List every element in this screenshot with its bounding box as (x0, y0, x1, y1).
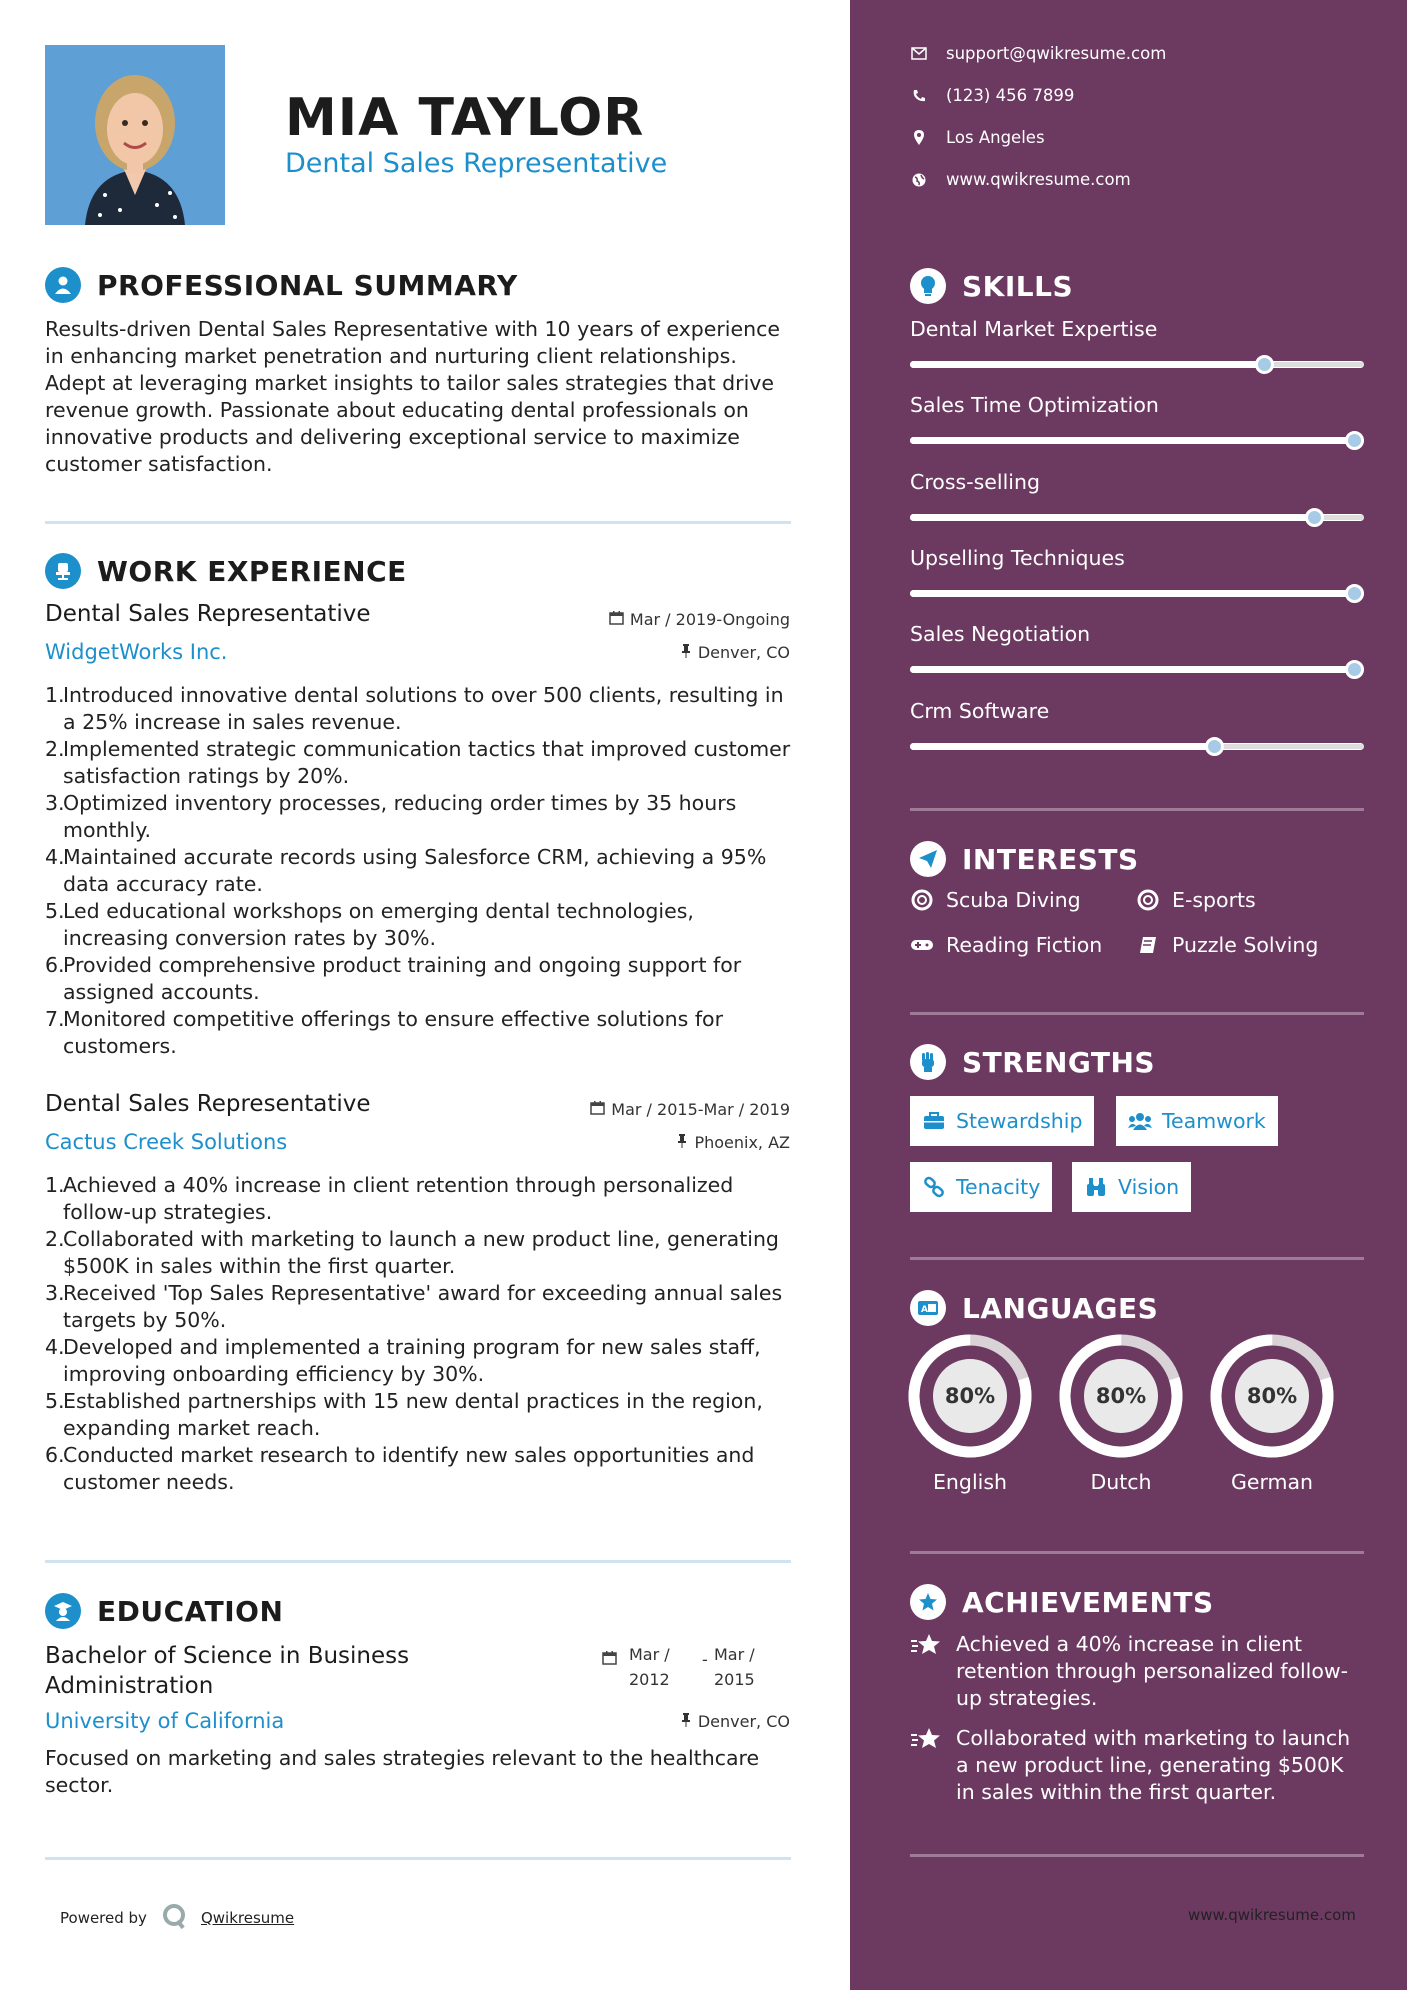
company-name: WidgetWorks Inc. (45, 640, 228, 664)
list-item: 6. Conducted market research to identify new sales opportunities and customer needs. (45, 1443, 755, 1494)
qwikresume-logo-icon (161, 1902, 189, 1934)
skill-level-knob (1345, 431, 1364, 450)
interest-item: Scuba Diving (910, 888, 1081, 912)
skill-fill (910, 743, 1214, 750)
skills-heading: SKILLS (962, 269, 1074, 303)
achievement-item: Collaborated with marketing to launch a new product line, generating $500K in sales within the first quarter. (910, 1725, 1364, 1806)
lifebuoy-icon (1136, 888, 1160, 912)
sidebar-divider (910, 1012, 1364, 1015)
website-text: www.qwikresume.com (946, 170, 1131, 189)
company-name: Cactus Creek Solutions (45, 1130, 288, 1154)
globe-icon (910, 171, 928, 189)
job-bullets (45, 682, 795, 1060)
skill-level-knob (1345, 584, 1364, 603)
paper-plane-icon (910, 841, 946, 877)
skill-fill (910, 590, 1354, 597)
graduate-icon (45, 1593, 81, 1629)
education-end-date: Mar / 2015 (714, 1645, 755, 1689)
language-gauge (908, 1334, 1032, 1458)
section-divider (45, 1560, 791, 1563)
skill-label: Cross-selling (910, 470, 1040, 494)
language-gauge (1210, 1334, 1334, 1458)
achievement-item: Achieved a 40% increase in client retention through personalized follow-up strategies. (910, 1631, 1364, 1712)
skill-fill (910, 514, 1314, 521)
skill-bar (910, 666, 1364, 673)
job-dates (590, 1100, 790, 1119)
section-divider (45, 521, 791, 524)
powered-by (60, 1902, 294, 1934)
strength-badge: Vision (1072, 1162, 1191, 1212)
envelope-icon (910, 45, 928, 63)
job-dates-text: Mar / 2019-Ongoing (629, 610, 790, 629)
candidate-title: Dental Sales Representative (285, 148, 668, 179)
list-item: 6. Provided comprehensive product training and ongoing support for assigned accounts. (45, 953, 742, 1004)
list-item: 2. Collaborated with marketing to launch a new product line, generating $500K in sales within the first quarter. (45, 1227, 779, 1278)
star-icon (910, 1725, 944, 1755)
sidebar-divider (910, 808, 1364, 811)
achievements-header (910, 1584, 1214, 1620)
summary-text: Results-driven Dental Sales Representative with 10 years of experience in enhancing market penetration and nurturing client relationships. Adept at leveraging market insights to tailor sales strategies that drive revenue growth. Passionate about educating dental professionals on innovative products and delivering exceptional service to maximize customer satisfaction. (45, 317, 780, 476)
education-description: Focused on marketing and sales strategies relevant to the healthcare sector. (45, 1746, 760, 1797)
job-dates-text: Mar / 2015-Mar / 2019 (611, 1100, 790, 1119)
skill-fill (910, 666, 1354, 673)
map-marker-icon (910, 129, 928, 147)
fist-icon (910, 1044, 946, 1080)
location-text: Los Angeles (946, 128, 1045, 147)
users-icon (1128, 1109, 1152, 1133)
phone-text: (123) 456 7899 (946, 86, 1075, 105)
education-location (680, 1712, 790, 1731)
star-badge-icon (910, 1584, 946, 1620)
interests-header (910, 841, 1139, 877)
interest-item: Reading Fiction (910, 933, 1102, 957)
job-location (676, 1133, 790, 1152)
book-icon (1136, 933, 1160, 957)
skill-label: Dental Market Expertise (910, 317, 1158, 341)
summary-heading: PROFESSIONAL SUMMARY (97, 268, 518, 302)
star-icon (910, 1631, 944, 1661)
job-bullets (45, 1172, 795, 1496)
language-label: German (1230, 1470, 1314, 1494)
user-icon (45, 267, 81, 303)
education-heading: EDUCATION (97, 1594, 284, 1628)
svg-text:A: A (921, 1305, 928, 1315)
contact-email[interactable] (910, 44, 1166, 63)
skill-remainder (1214, 744, 1364, 749)
skill-level-knob (1255, 355, 1274, 374)
calendar-icon (602, 1650, 617, 1669)
pin-icon (676, 1133, 688, 1152)
contact-website[interactable] (910, 170, 1131, 189)
language-percent: 80% (1095, 1384, 1147, 1408)
skill-fill (910, 437, 1354, 444)
education-header (45, 1593, 283, 1629)
skill-bar (910, 437, 1364, 444)
languages-heading: LANGUAGES (962, 1291, 1159, 1325)
list-item: 5. Established partnerships with 15 new dental practices in the region, expanding market reach. (45, 1389, 763, 1440)
school-name: University of California (45, 1709, 285, 1733)
languages-header (910, 1290, 1158, 1326)
lightbulb-icon (910, 268, 946, 304)
section-divider (45, 1857, 791, 1860)
skill-label: Crm Software (910, 699, 1050, 723)
contact-location (910, 128, 1045, 147)
strength-badge: Tenacity (910, 1162, 1052, 1212)
list-item: 4. Developed and implemented a training program for new sales staff, improving onboarding efficiency by 30%. (45, 1335, 761, 1386)
translate-icon (910, 1290, 946, 1326)
link-icon (922, 1175, 946, 1199)
interests-heading: INTERESTS (962, 842, 1139, 876)
degree-line: Bachelor of Science in Business (45, 1643, 410, 1669)
strengths-heading: STRENGTHS (962, 1045, 1156, 1079)
pin-icon (680, 1712, 692, 1731)
strength-badge: Stewardship (910, 1096, 1094, 1146)
calendar-icon (609, 610, 624, 629)
skill-bar (910, 743, 1364, 750)
gamepad-icon (910, 933, 934, 957)
sidebar-divider (910, 1854, 1364, 1857)
skill-bar (910, 590, 1364, 597)
degree-title (45, 1641, 409, 1701)
binoculars-icon (1084, 1175, 1108, 1199)
calendar-icon (590, 1100, 605, 1119)
job-title: Dental Sales Representative (45, 1091, 371, 1117)
interest-item: Puzzle Solving (1136, 933, 1318, 957)
list-item: 4. Maintained accurate records using Salesforce CRM, achieving a 95% data accuracy rate. (45, 845, 767, 896)
candidate-name: MIA TAYLOR (285, 88, 645, 148)
contact-phone (910, 86, 1074, 105)
skill-bar (910, 514, 1364, 521)
skill-level-knob (1305, 508, 1324, 527)
education-start-date: Mar / 2012 (629, 1645, 670, 1689)
list-item: 3. Optimized inventory processes, reducing order times by 35 hours monthly. (45, 791, 737, 842)
skill-label: Sales Negotiation (910, 622, 1091, 646)
summary-header (45, 267, 518, 303)
chair-icon (45, 553, 81, 589)
strength-badge: Teamwork (1116, 1096, 1278, 1146)
job-location (680, 643, 790, 662)
email-text: support@qwikresume.com (946, 44, 1167, 63)
experience-heading: WORK EXPERIENCE (97, 554, 407, 588)
list-item: 1. Achieved a 40% increase in client retention through personalized follow-up strategies. (45, 1173, 734, 1224)
sidebar-divider (910, 1257, 1364, 1260)
job-dates (609, 610, 790, 629)
lifebuoy-icon (910, 888, 934, 912)
list-item: 5. Led educational workshops on emerging dental technologies, increasing conversion rates by 30%. (45, 899, 694, 950)
briefcase-icon (922, 1109, 946, 1133)
pin-icon (680, 643, 692, 662)
profile-photo (45, 45, 225, 225)
footer-url[interactable]: www.qwikresume.com (1188, 1906, 1356, 1924)
interest-item: E-sports (1136, 888, 1256, 912)
skill-level-knob (1345, 660, 1364, 679)
job-title: Dental Sales Representative (45, 601, 371, 627)
language-percent: 80% (944, 1384, 996, 1408)
sidebar-divider (910, 1551, 1364, 1554)
job-location-text: Denver, CO (697, 643, 790, 662)
degree-line: Administration (45, 1673, 214, 1699)
date-separator: - (702, 1650, 708, 1669)
phone-icon (910, 87, 928, 105)
list-item: 2. Implemented strategic communication tactics that improved customer satisfaction ratings by 20%. (45, 737, 791, 788)
education-location-text: Denver, CO (697, 1712, 790, 1731)
powered-by-text: Powered by (60, 1909, 147, 1927)
job-location-text: Phoenix, AZ (694, 1133, 790, 1152)
list-item: 3. Received 'Top Sales Representative' award for exceeding annual sales targets by 50%. (45, 1281, 783, 1332)
skill-label: Upselling Techniques (910, 546, 1125, 570)
language-label: English (932, 1470, 1008, 1494)
skill-fill (910, 361, 1264, 368)
qwikresume-link[interactable]: Qwikresume (200, 1909, 295, 1927)
language-label: Dutch (1090, 1470, 1152, 1494)
strengths-header (910, 1044, 1155, 1080)
list-item: 1. Introduced innovative dental solutions to over 500 clients, resulting in a 25% increase in sales revenue. (45, 683, 784, 734)
skill-bar (910, 361, 1364, 368)
experience-header (45, 553, 407, 589)
skills-header (910, 268, 1073, 304)
language-gauge (1059, 1334, 1183, 1458)
skill-remainder (1264, 362, 1364, 367)
achievements-heading: ACHIEVEMENTS (962, 1585, 1214, 1619)
language-percent: 80% (1246, 1384, 1298, 1408)
skill-label: Sales Time Optimization (910, 393, 1159, 417)
list-item: 7. Monitored competitive offerings to ensure effective solutions for customers. (45, 1007, 724, 1058)
